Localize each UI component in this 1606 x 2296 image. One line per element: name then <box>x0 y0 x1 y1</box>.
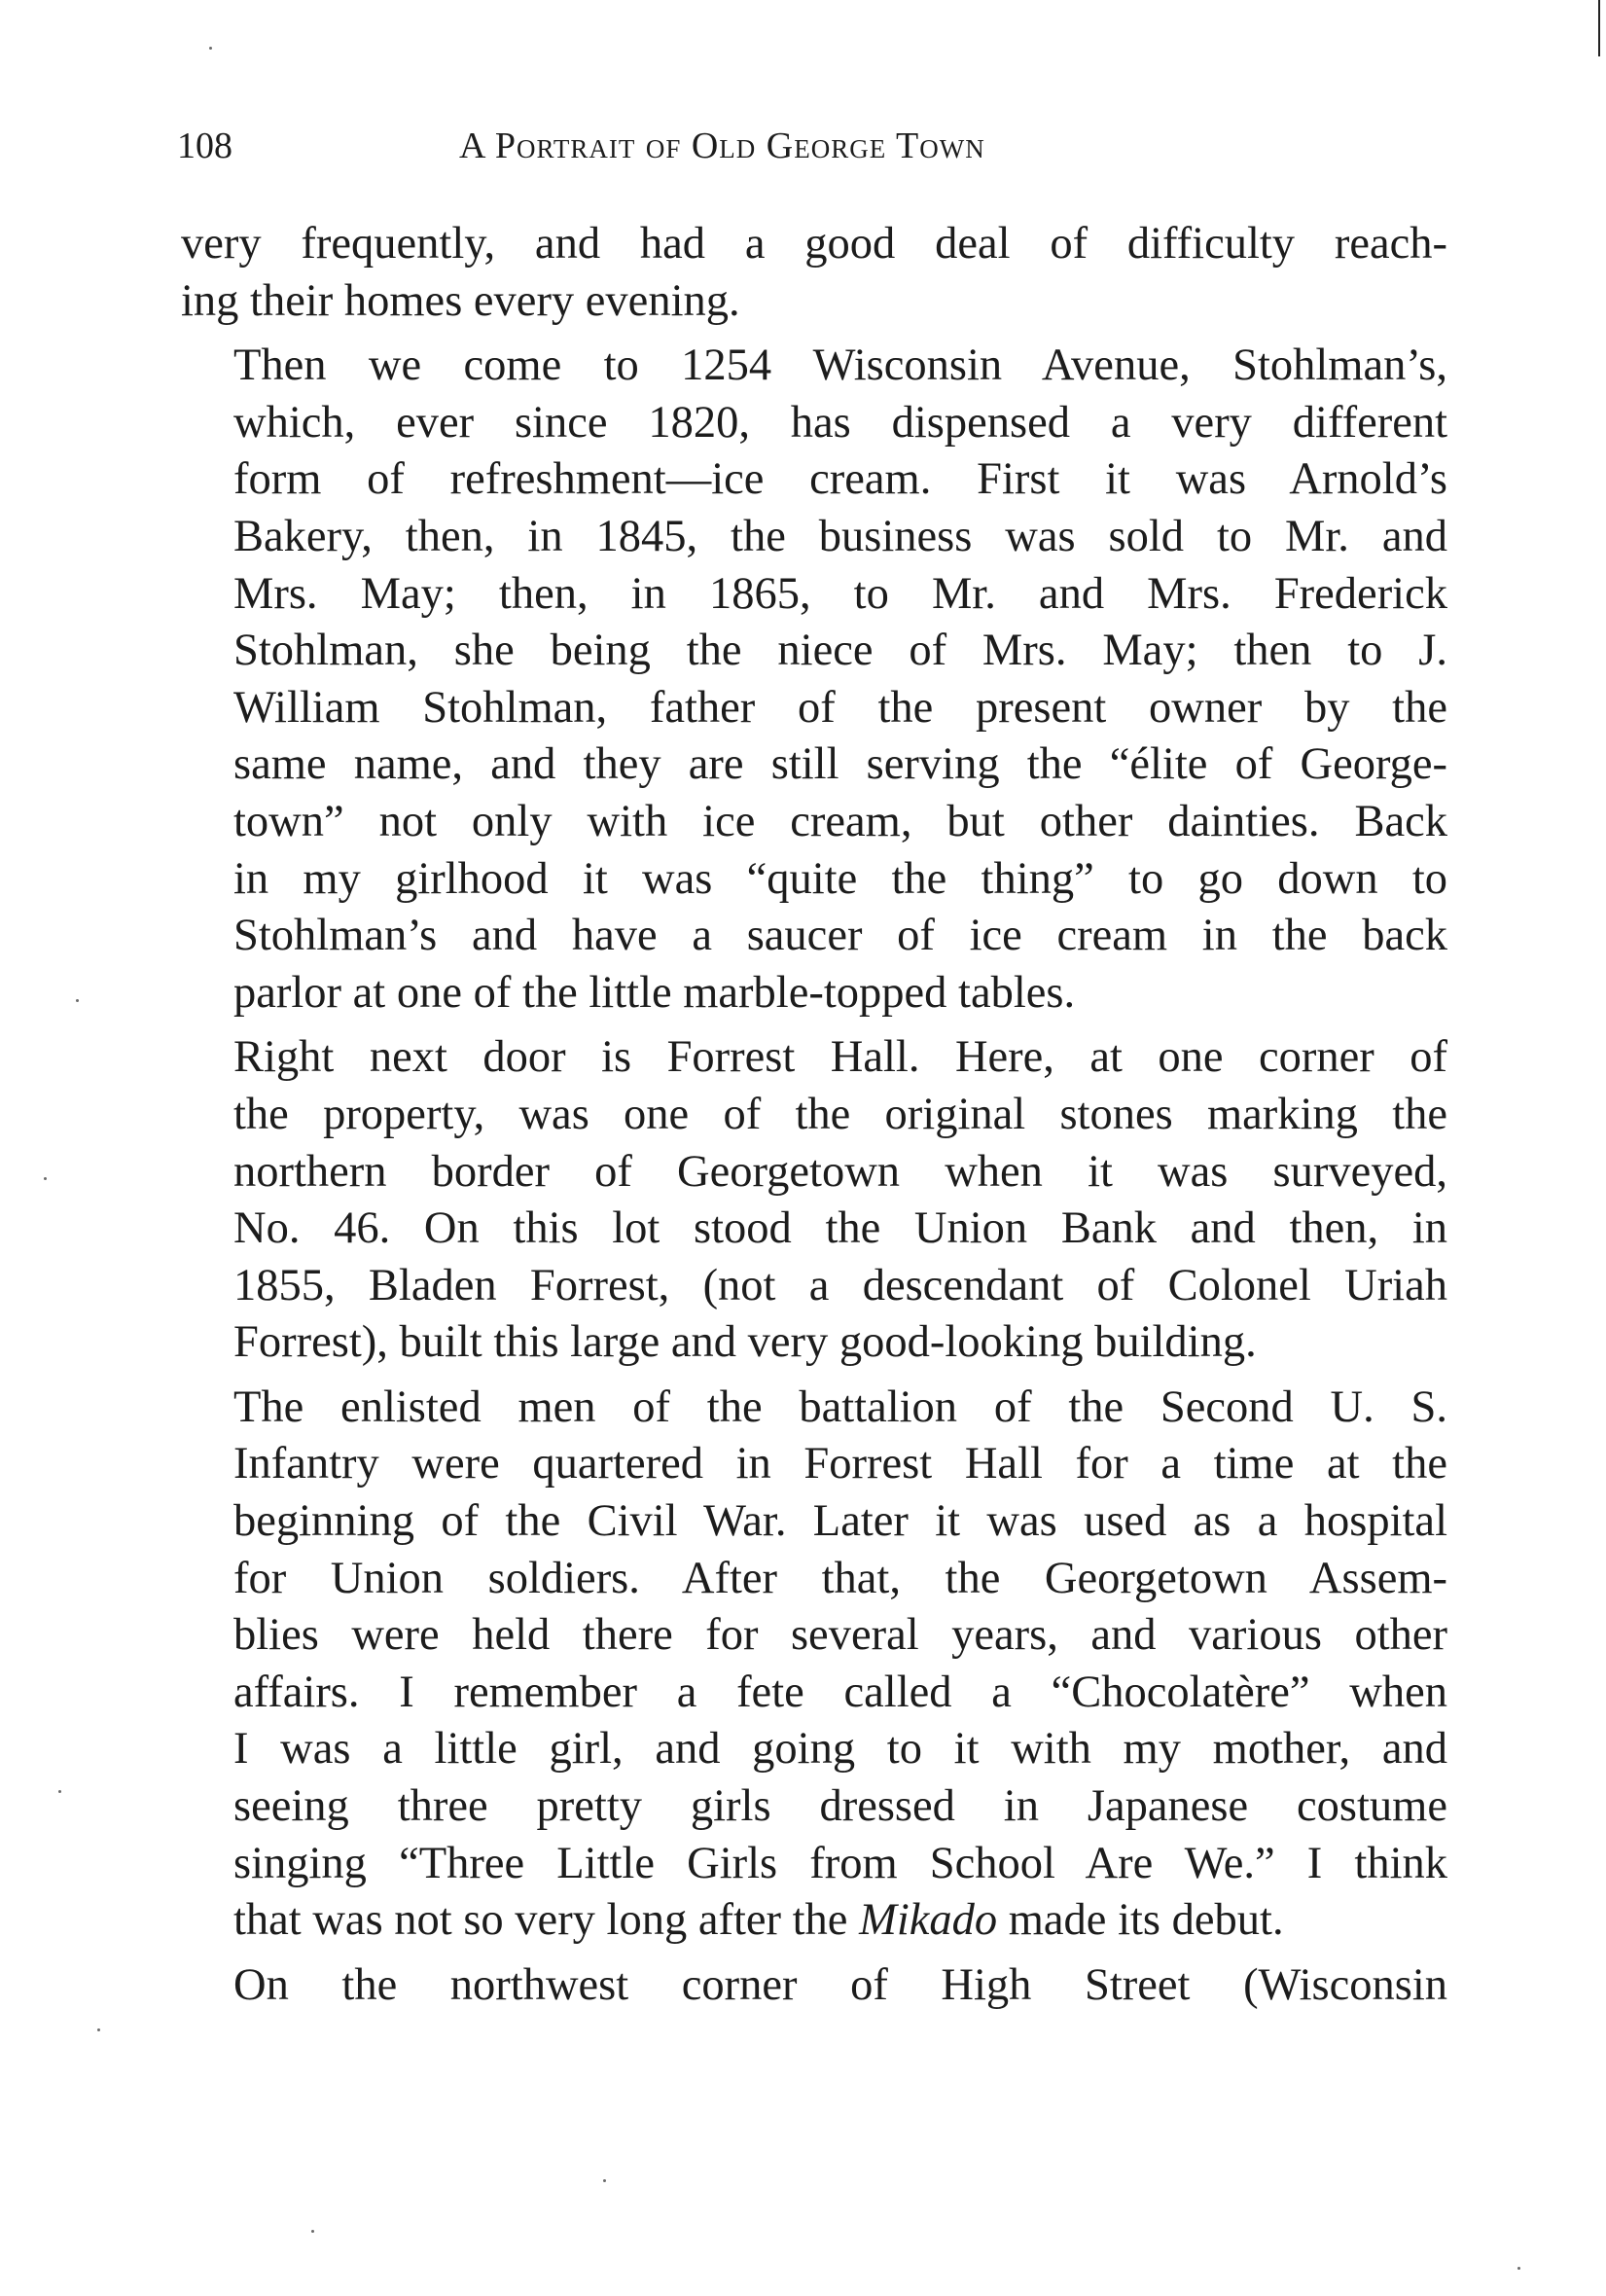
text-line: in my girlhood it was “quite the thing” to go down to <box>233 853 1447 904</box>
text-line: which, ever since 1820, has dispensed a very different <box>233 397 1447 448</box>
italic-title: Mikado <box>859 1895 998 1946</box>
text-line: On the northwest corner of High Street (Wisconsin <box>233 1959 1447 2010</box>
text-line: The enlisted men of the battalion of the Second U. S. <box>233 1381 1447 1432</box>
text-line: ing their homes every evening. <box>181 275 740 326</box>
text-line: beginning of the Civil War. Later it was used as a hospital <box>233 1496 1447 1547</box>
scan-speck <box>58 1790 61 1793</box>
text-line: Bakery, then, in 1845, the business was sold to Mr. and <box>233 511 1447 561</box>
text-line: Stohlman, she being the niece of Mrs. May; then to J. <box>233 626 1447 676</box>
text-line: Stohlman’s and have a saucer of ice cream in the back <box>233 911 1447 961</box>
text-line: Then we come to 1254 Wisconsin Avenue, Stohlman’s, <box>233 341 1447 391</box>
text-line: blies were held there for several years, and various other <box>233 1610 1447 1661</box>
scan-speck <box>76 999 79 1002</box>
text-line: town” not only with ice cream, but other dainties. Back <box>233 796 1447 846</box>
scan-speck <box>209 47 212 50</box>
running-title: A Portrait of Old George Town <box>459 126 985 166</box>
text-line: Infantry were quartered in Forrest Hall for a time at the <box>233 1439 1447 1489</box>
paragraph <box>181 1029 1447 1372</box>
scan-speck <box>603 2179 606 2182</box>
page-edge-line <box>1598 0 1600 56</box>
paragraph <box>181 1380 1447 1950</box>
scan-speck <box>1517 2267 1520 2270</box>
text-line: seeing three pretty girls dressed in Japanese costume <box>233 1781 1447 1832</box>
text-line: for Union soldiers. After that, the Georgetown Assem- <box>233 1553 1447 1603</box>
body-text <box>181 216 1447 2014</box>
text-line: No. 46. On this lot stood the Union Bank and then, in <box>233 1203 1447 1254</box>
text-line: Forrest), built this large and very good-looking building. <box>233 1317 1257 1368</box>
text-line: William Stohlman, father of the present owner by the <box>233 682 1447 733</box>
text-line: singing “Three Little Girls from School Are We.” I think <box>233 1838 1447 1888</box>
text-line: that was not so very long after the Mikado made its debut. <box>233 1895 1284 1946</box>
text-line: very frequently, and had a good deal of difficulty reach- <box>181 219 1447 269</box>
page-number: 108 <box>177 126 232 166</box>
text-line: the property, was one of the original stones marking the <box>233 1089 1447 1139</box>
text-line: parlor at one of the little marble-topped tables. <box>233 967 1076 1018</box>
running-header <box>177 125 1451 183</box>
text-line: affairs. I remember a fete called a “Chocolatère” when <box>233 1667 1447 1717</box>
text-line: 1855, Bladen Forrest, (not a descendant of Colonel Uriah <box>233 1260 1447 1310</box>
text-line: northern border of Georgetown when it was surveyed, <box>233 1146 1447 1197</box>
scan-speck <box>44 1177 47 1180</box>
paragraph <box>181 1957 1447 2015</box>
text-line: Right next door is Forrest Hall. Here, at one corner of <box>233 1032 1447 1083</box>
scan-speck <box>97 2028 100 2031</box>
text-line: Mrs. May; then, in 1865, to Mr. and Mrs. Frederick <box>233 568 1447 619</box>
text-line: same name, and they are still serving the “élite of George- <box>233 739 1447 790</box>
text-line: I was a little girl, and going to it with my mother, and <box>233 1724 1447 1775</box>
paragraph <box>181 216 1447 330</box>
scan-speck <box>311 2230 314 2233</box>
paragraph <box>181 338 1447 1022</box>
text-line: form of refreshment—ice cream. First it was Arnold’s <box>233 454 1447 505</box>
